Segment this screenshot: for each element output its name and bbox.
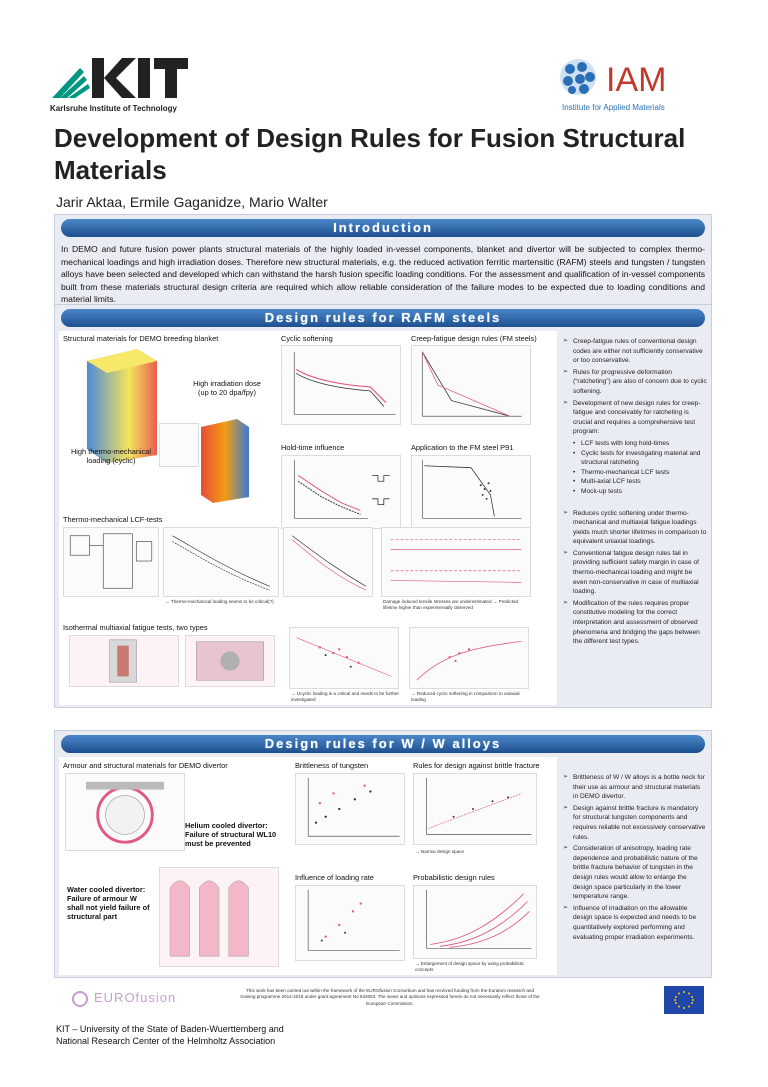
iam-logo: [556, 55, 716, 105]
iam-text: IAM: [606, 61, 667, 99]
rafm-sub-bullet-1: • LCF tests with long hold-times: [563, 439, 707, 449]
tungsten-bullet-1: ➢ Brittleness of W / W alloys is a bottle neck for their use as armour and structural materials in DEMO divertor.: [563, 773, 707, 802]
label-blanket: Structural materials for DEMO breeding blanket: [63, 334, 219, 343]
cyclic-softening-chart: [281, 345, 401, 425]
label-application-p91: Application to the FM steel P91: [411, 443, 514, 452]
color-legend: [159, 423, 199, 467]
tungsten-figure-area: [59, 757, 557, 975]
tmf-lifetime-chart: [283, 527, 373, 597]
poster-title: Development of Design Rules for Fusion Structural Materials: [54, 123, 686, 185]
rafm-bullet-4: ➢ Reduces cyclic softening under thermo-mechanical and multiaxial fatigue loadings yields much shorter lifetimes in comparison to equivalent uniaxial loadings.: [563, 509, 707, 547]
label-helium-cooled: Helium cooled divertor: Failure of structural WL10 must be prevented: [185, 821, 277, 848]
tungsten-bullet-4: ➢ Influence of irradiation on the allowable design space is expected and needs to be quantitatively explored performing and evaluating proper irradiation experiments.: [563, 904, 707, 942]
eurofusion-logo: [72, 990, 176, 1007]
creep-fatigue-chart: [411, 345, 531, 425]
enlarge-caption: → Enlargement of design space by using probabilistic concepts: [415, 961, 525, 972]
rafm-sub-bullet-3: • Thermo-mechanical LCF tests: [563, 468, 707, 478]
rafm-bullet-5: ➢ Conventional fatigue design rules fail in providing sufficient safety margin in case of thermo-mechanical loading and might be even non-conservative in case of multiaxial loading.: [563, 549, 707, 597]
institution-line-1: KIT – University of the State of Baden-Wuerttemberg and: [56, 1024, 284, 1034]
tmf-caption: → Thermo-mechanical loading seems to be critical(?): [165, 599, 274, 604]
multiaxial-specimen-2: [185, 635, 275, 687]
funding-note: This work has been carried out within the framework of the EUROfusion Consortium and has received funding from the Euratom research and training programme 2014-2018 under grant agreement No 633053. The views and opinions expressed herein do not necessarily reflect those of the European Commission.: [240, 988, 540, 1006]
label-creep-fatigue: Creep-fatigue design rules (FM steels): [411, 334, 537, 343]
label-brittleness: Brittleness of tungsten: [295, 761, 369, 770]
narrow-caption: → Narrow design space: [415, 849, 465, 854]
label-multiaxial: Isothermal multiaxial fatigue tests, two types: [63, 623, 208, 632]
tungsten-bullet-2: ➢ Design against brittle fracture is mandatory for structural tungsten components and requires reliable not excessively conservative rules.: [563, 804, 707, 842]
tmlcf-schematic: [63, 527, 159, 597]
damage-chart: [381, 527, 531, 597]
divertor-finger-image: [159, 867, 279, 967]
label-high-dose: High irradiation dose (up to 20 dpa/fpy): [193, 379, 261, 397]
brittleness-chart: [295, 773, 405, 845]
tungsten-heading: Design rules for W / W alloys: [264, 736, 502, 751]
tungsten-bullet-3: ➢ Consideration of anisotropy, loading rate dependence and probabilistic nature of the brittle fracture behavior of tungsten in the design rules would allow to enlarge the design space particularly in the lower temperature range.: [563, 844, 707, 902]
rafm-bullet-3: ➢ Development of new design rules for creep-fatigue and conceivably for ratcheting is crucial and requires a comprehensive test program:: [563, 399, 707, 437]
brittle-rules-chart: [413, 773, 537, 845]
tmf-chart: [163, 527, 279, 597]
p91-chart: [411, 455, 531, 529]
rafm-bullet-2: ➢ Rules for progressive deformation (“ratcheting”) are also of concern due to cyclic softening.: [563, 368, 707, 397]
eu-flag-icon: [664, 986, 704, 1014]
rafm-heading: Design rules for RAFM steels: [264, 310, 502, 325]
label-probabilistic: Probabilistic design rules: [413, 873, 495, 882]
label-loading-rate: Influence of loading rate: [295, 873, 374, 882]
label-water-cooled: Water cooled divertor: Failure of armour W shall not yield failure of structural part: [67, 885, 150, 921]
probabilistic-chart: [413, 885, 537, 959]
rafm-bullet-6: ➢ Modification of the rules requires proper constitutive modeling for the correct interpretation and assessment of observed phenomena and bridging the gaps between the different test types.: [563, 599, 707, 647]
multiaxial-specimen-1: [69, 635, 179, 687]
intro-panel: [54, 214, 712, 310]
label-thermo-loading: High thermo-mechanical loading (cyclic): [70, 447, 152, 465]
eurofusion-circle-icon: [72, 991, 88, 1007]
intro-banner: [61, 219, 705, 237]
label-cyclic-softening: Cyclic softening: [281, 334, 333, 343]
tungsten-bullets: [563, 773, 707, 944]
rafm-banner: [61, 309, 705, 327]
eurofusion-text: EUROfusion: [94, 990, 177, 1005]
ucycle-caption: → Ucyclic loading is a critical and needs to be further investigated: [291, 691, 400, 702]
iam-subtitle: Institute for Applied Materials: [562, 103, 665, 112]
blanket-segment-image: [197, 417, 253, 505]
divertor-cross-section: [65, 773, 185, 851]
rafm-bullet-1: ➢ Creep-fatigue rules of conventional design codes are either not sufficiently conservative or too conservative.: [563, 337, 707, 366]
label-armour: Armour and structural materials for DEMO divertor: [63, 761, 228, 770]
institution-line-2: National Research Center of the Helmholtz Association: [56, 1036, 276, 1046]
label-brittle-rules: Rules for design against brittle fracture: [413, 761, 540, 770]
intro-heading: Introduction: [333, 220, 433, 235]
reduced-caption: → Reduced cyclic softening in comparison to uniaxial loading: [411, 691, 520, 702]
kit-subtitle: Karlsruhe Institute of Technology: [50, 104, 177, 113]
rafm-bullets: [563, 337, 707, 649]
authors: Jarir Aktaa, Ermile Gaganidze, Mario Walter: [56, 194, 328, 210]
tungsten-panel: [54, 730, 712, 978]
rafm-figure-area: [59, 331, 557, 705]
intro-text: In DEMO and future fusion power plants structural materials of the highly loaded in-vessel components, blanket and divertor will be subjected to complex thermo-mechanical loadings and high irradiation doses. Therefore new structural materials, e.g. the reduced activation ferritic martensitic (RAFM) steels and tungsten / tungsten alloys have been selected and developed which can withstand the harsh fusion specific loading conditions. For the assessment and qualification of in-vessel components built from these materials structural design criteria are required which allow reliable consideration of the failure modes to be expected due to loading conditions and material limits.: [61, 244, 705, 305]
rafm-panel: [54, 304, 712, 708]
hold-time-chart: [281, 455, 401, 529]
rafm-sub-bullet-5: • Mock-up tests: [563, 487, 707, 497]
rafm-sub-bullet-2: • Cyclic tests for investigating material and structural ratcheting: [563, 449, 707, 468]
label-tmlcf: Thermo-mechanical LCF-tests: [63, 515, 163, 524]
label-hold-time: Hold-time influence: [281, 443, 345, 452]
tungsten-banner: [61, 735, 705, 753]
multiaxial-scatter-1: [289, 627, 399, 689]
rafm-sub-bullet-4: • Multi-axial LCF tests: [563, 477, 707, 487]
institution-footer: [56, 1023, 284, 1047]
damage-caption: Damage induced tensile stresses are underestimated → Predicted lifetime higher than experimentally observed: [383, 599, 519, 610]
multiaxial-scatter-2: [409, 627, 529, 689]
loading-rate-chart: [295, 885, 405, 961]
